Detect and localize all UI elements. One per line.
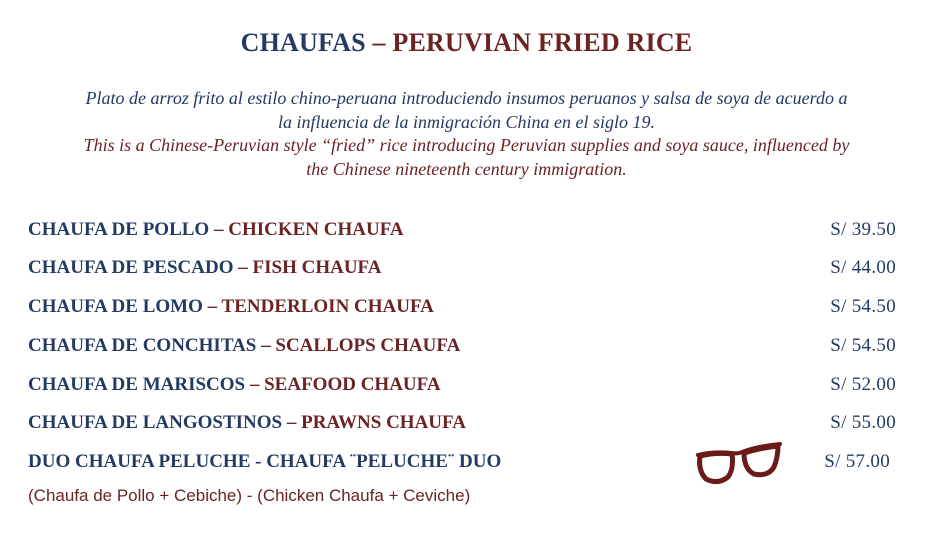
menu-section-title bbox=[0, 28, 933, 58]
item-name-english: SEAFOOD CHAUFA bbox=[264, 374, 441, 395]
title-english: PERUVIAN FRIED RICE bbox=[392, 28, 693, 57]
title-separator: – bbox=[365, 28, 393, 57]
menu-item-prawns-chaufa bbox=[28, 409, 896, 437]
item-separator: – bbox=[209, 219, 229, 240]
item-price: S/ 55.00 bbox=[830, 412, 896, 433]
description-spanish-line: la influencia de la inmigración China en el siglo 19. bbox=[278, 112, 655, 132]
item-name-spanish: CHAUFA DE MARISCOS bbox=[28, 374, 246, 395]
description-english bbox=[20, 133, 913, 181]
menu-item-seafood-chaufa bbox=[28, 371, 896, 399]
menu-item-scallops-chaufa bbox=[28, 332, 896, 360]
item-name-duo: DUO CHAUFA PELUCHE - CHAUFA ¨PELUCHE¨ DUO bbox=[28, 451, 502, 472]
item-price: S/ 57.00 bbox=[824, 451, 890, 472]
menu-item-tenderloin-chaufa bbox=[28, 293, 896, 321]
item-price: S/ 54.50 bbox=[830, 296, 896, 317]
item-price: S/ 52.00 bbox=[830, 374, 896, 395]
description-spanish-line: Plato de arroz frito al estilo chino-peruana introduciendo insumos peruanos y salsa de soya de acuerdo a bbox=[85, 88, 848, 108]
item-name-english: FISH CHAUFA bbox=[252, 257, 382, 278]
title-spanish: CHAUFAS bbox=[240, 28, 366, 57]
description-english-line: This is a Chinese-Peruvian style “fried” rice introducing Peruvian supplies and soya sauce, influenced by bbox=[83, 135, 850, 155]
menu-item-fish-chaufa bbox=[28, 254, 896, 282]
item-name-spanish: CHAUFA DE LOMO bbox=[28, 296, 203, 317]
description-spanish bbox=[20, 86, 913, 134]
item-name-spanish: CHAUFA DE POLLO bbox=[28, 219, 210, 240]
item-separator: – bbox=[245, 374, 265, 395]
menu-item-chicken-chaufa bbox=[28, 216, 896, 244]
item-name-english: CHICKEN CHAUFA bbox=[228, 219, 404, 240]
item-separator: – bbox=[233, 257, 253, 278]
item-name-spanish: CHAUFA DE PESCADO bbox=[28, 257, 234, 278]
item-separator: – bbox=[202, 296, 222, 317]
item-price: S/ 44.00 bbox=[830, 257, 896, 278]
item-name-spanish: CHAUFA DE CONCHITAS bbox=[28, 335, 257, 356]
duo-note: (Chaufa de Pollo + Cebiche) - (Chicken Chaufa + Ceviche) bbox=[28, 486, 471, 505]
item-price: S/ 39.50 bbox=[830, 219, 896, 240]
item-price: S/ 54.50 bbox=[830, 335, 896, 356]
item-name-english: PRAWNS CHAUFA bbox=[301, 412, 466, 433]
item-name-spanish: CHAUFA DE LANGOSTINOS bbox=[28, 412, 283, 433]
item-separator: – bbox=[282, 412, 302, 433]
glasses-icon bbox=[694, 441, 784, 487]
description-english-line: the Chinese nineteenth century immigration. bbox=[306, 159, 627, 179]
item-name-english: TENDERLOIN CHAUFA bbox=[221, 296, 434, 317]
item-name-english: SCALLOPS CHAUFA bbox=[275, 335, 461, 356]
item-separator: – bbox=[256, 335, 276, 356]
